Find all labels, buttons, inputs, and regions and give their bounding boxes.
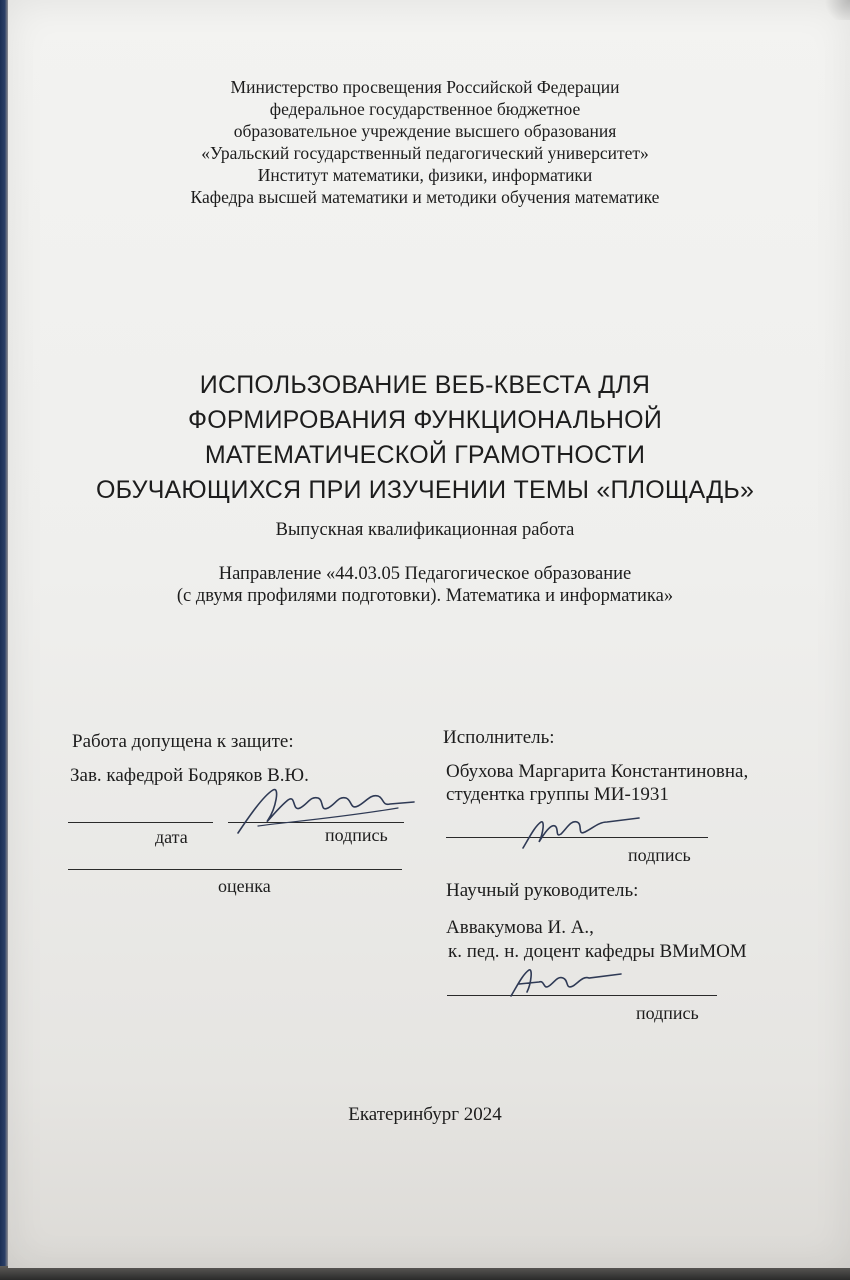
executor-signature-label: подпись	[628, 845, 691, 865]
institution-header	[0, 76, 850, 208]
supervisor-name: Аввакумова И. А.,	[446, 917, 594, 938]
thesis-title	[0, 368, 850, 508]
date-label: дата	[155, 827, 188, 847]
date-line	[68, 822, 213, 823]
admitted-label: Работа допущена к защите:	[72, 731, 294, 752]
study-direction	[0, 563, 850, 607]
executor-group: студентка группы МИ-1931	[446, 784, 669, 805]
grade-line	[68, 869, 402, 870]
supervisor-signature-mark	[505, 962, 625, 1002]
department-head: Зав. кафедрой Бодряков В.Ю.	[70, 765, 309, 786]
title-line-2: ФОРМИРОВАНИЯ ФУНКЦИОНАЛЬНОЙ	[187, 406, 662, 434]
supervisor-label: Научный руководитель:	[446, 880, 639, 901]
header-line-department: Кафедра высшей математики и методики обучения математике	[190, 187, 660, 207]
executor-name: Обухова Маргарита Константиновна,	[446, 761, 749, 782]
header-line-institute: Институт математики, физики, информатики	[257, 165, 593, 185]
header-line-federal: федеральное государственное бюджетное	[269, 99, 581, 119]
title-line-4: ОБУЧАЮЩИХСЯ ПРИ ИЗУЧЕНИИ ТЕМЫ «ПЛОЩАДЬ»	[95, 476, 755, 504]
supervisor-title: к. пед. н. доцент кафедры ВМиМОМ	[448, 941, 747, 962]
background-bottom-edge	[0, 1266, 850, 1280]
executor-label: Исполнитель:	[443, 727, 555, 748]
head-signature-label: подпись	[325, 825, 388, 845]
direction-line-1: Направление «44.03.05 Педагогическое образование	[218, 564, 632, 584]
title-line-3: МАТЕМАТИЧЕСКОЙ ГРАМОТНОСТИ	[204, 441, 646, 469]
supervisor-signature-label: подпись	[636, 1003, 699, 1023]
head-signature-mark	[228, 778, 418, 840]
work-type: Выпускная квалификационная работа	[275, 520, 575, 540]
city-year: Екатеринбург 2024	[348, 1104, 502, 1125]
direction-line-2: (с двумя профилями подготовки). Математика и информатика»	[176, 586, 674, 606]
grade-label: оценка	[218, 876, 271, 896]
header-line-education: образовательное учреждение высшего образования	[233, 121, 617, 141]
header-line-ministry: Министерство просвещения Российской Федерации	[230, 77, 620, 97]
executor-signature-mark	[515, 808, 645, 853]
title-line-1: ИСПОЛЬЗОВАНИЕ ВЕБ-КВЕСТА ДЛЯ	[199, 371, 651, 399]
header-line-university: «Уральский государственный педагогический университет»	[201, 143, 649, 163]
page-corner-shadow	[820, 0, 850, 20]
